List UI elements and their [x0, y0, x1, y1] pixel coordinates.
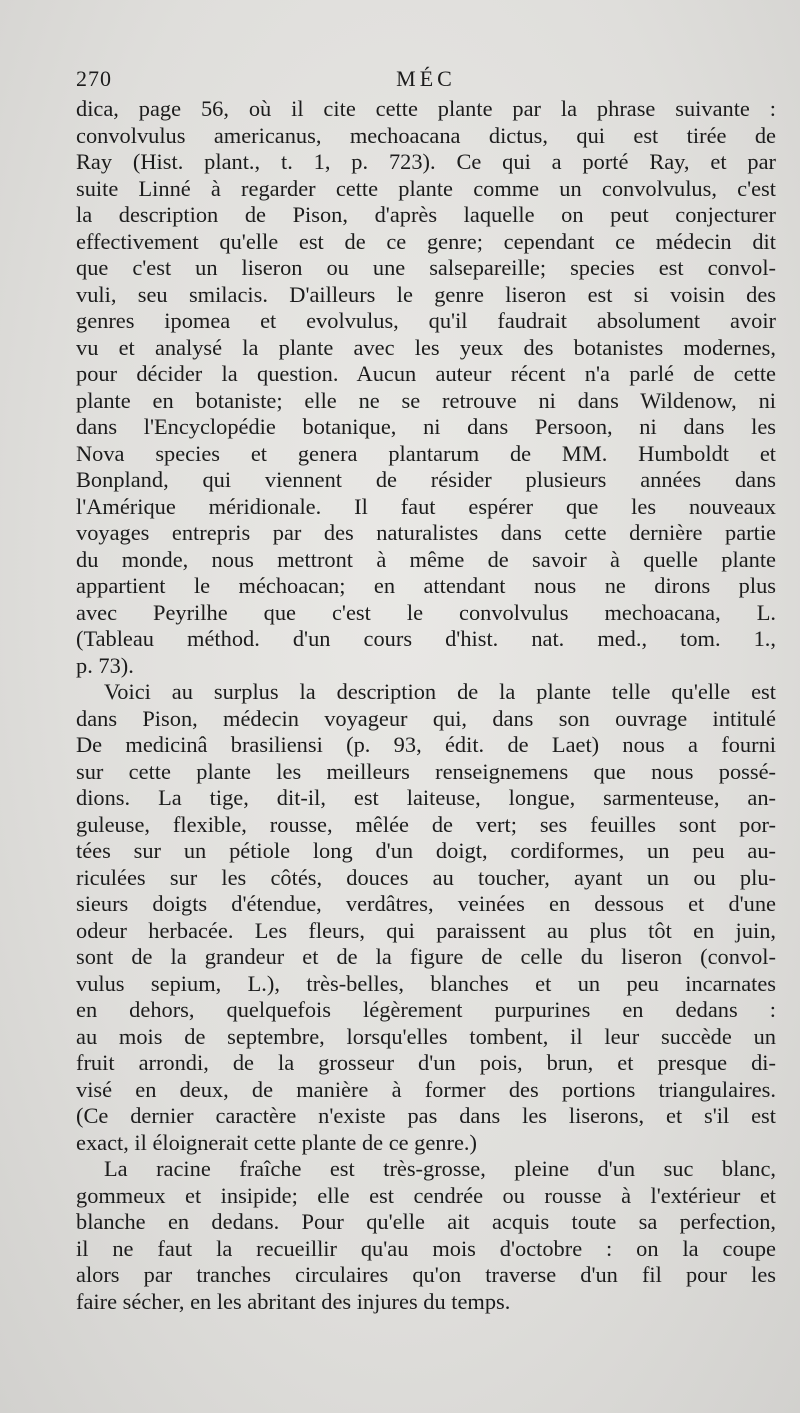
- text-line: p. 73).: [76, 652, 134, 678]
- body-text: [76, 96, 776, 1315]
- text-line: (Ce dernier caractère n'existe pas dans les liserons, et s'il est: [76, 1103, 776, 1128]
- text-line: suite Linné à regarder cette plante comme un convolvulus, c'est: [76, 175, 776, 201]
- text-line: voyages entrepris par des naturalistes dans cette dernière partie: [76, 520, 776, 545]
- text-line: dans l'Encyclopédie botanique, ni dans Persoon, ni dans les: [76, 414, 776, 439]
- text-line: riculées sur les côtés, douces au toucher, ayant un ou plu-: [76, 864, 776, 890]
- text-line: sont de la grandeur et de la figure de celle du liseron (convol-: [76, 944, 776, 969]
- text-line: odeur herbacée. Les fleurs, qui paraissent au plus tôt en juin,: [76, 917, 776, 943]
- text-line: sieurs doigts d'étendue, verdâtres, veinées en dessous et d'une: [76, 891, 776, 916]
- text-line: Ray (Hist. plant., t. 1, p. 723). Ce qui a porté Ray, et par: [76, 149, 776, 174]
- text-line: visé en deux, de manière à former des portions triangulaires.: [76, 1076, 776, 1102]
- text-line: fruit arrondi, de la grosseur d'un pois, brun, et presque di-: [76, 1050, 776, 1075]
- text-line: la description de Pison, d'après laquelle on peut conjecturer: [76, 202, 776, 227]
- text-line: guleuse, flexible, rousse, mêlée de vert; ses feuilles sont por-: [76, 811, 776, 837]
- text-line: blanche en dedans. Pour qu'elle ait acquis toute sa perfection,: [76, 1209, 776, 1234]
- text-line: vuli, seu smilacis. D'ailleurs le genre liseron est si voisin des: [76, 281, 776, 307]
- text-line: faire sécher, en les abritant des injures du temps.: [76, 1288, 511, 1314]
- text-line: avec Peyrilhe que c'est le convolvulus mechoacana, L.: [76, 599, 776, 625]
- text-line: dions. La tige, dit-il, est laiteuse, longue, sarmenteuse, an-: [76, 785, 776, 810]
- text-line: Nova species et genera plantarum de MM. Humboldt et: [76, 440, 776, 466]
- page-number: 270: [76, 66, 112, 91]
- text-line: vu et analysé la plante avec les yeux des botanistes modernes,: [76, 334, 776, 360]
- page-header: [76, 66, 776, 96]
- text-line: exact, il éloignerait cette plante de ce genre.): [76, 1129, 477, 1155]
- text-line: (Tableau méthod. d'un cours d'hist. nat. med., tom. 1.,: [76, 626, 776, 651]
- text-line: au mois de septembre, lorsqu'elles tombent, il leur succède un: [76, 1023, 776, 1049]
- text-line: du monde, nous mettront à même de savoir à quelle plante: [76, 546, 776, 572]
- running-head: MÉC: [396, 66, 456, 91]
- text-line: Bonpland, qui viennent de résider plusieurs années dans: [76, 467, 776, 492]
- text-line: dica, page 56, où il cite cette plante par la phrase suivante :: [76, 96, 776, 121]
- text-line: tées sur un pétiole long d'un doigt, cordiformes, un peu au-: [76, 838, 776, 863]
- text-line: vulus sepium, L.), très-belles, blanches et un peu incarnates: [76, 970, 776, 996]
- text-line: que c'est un liseron ou une salsepareille; species est convol-: [76, 255, 776, 280]
- text-line: dans Pison, médecin voyageur qui, dans son ouvrage intitulé: [76, 705, 776, 731]
- text-line: La racine fraîche est très-grosse, pleine d'un suc blanc,: [104, 1156, 776, 1181]
- text-line: plante en botaniste; elle ne se retrouve ni dans Wildenow, ni: [76, 387, 776, 413]
- text-line: l'Amérique méridionale. Il faut espérer que les nouveaux: [76, 493, 776, 519]
- text-line: gommeux et insipide; elle est cendrée ou rousse à l'extérieur et: [76, 1182, 776, 1208]
- text-line: De medicinâ brasiliensi (p. 93, édit. de Laet) nous a fourni: [76, 732, 776, 757]
- text-line: il ne faut la recueillir qu'au mois d'octobre : on la coupe: [76, 1235, 776, 1261]
- text-line: genres ipomea et evolvulus, qu'il faudrait absolument avoir: [76, 308, 776, 333]
- text-line: alors par tranches circulaires qu'on traverse d'un fil pour les: [76, 1262, 776, 1287]
- text-line: Voici au surplus la description de la plante telle qu'elle est: [104, 679, 776, 704]
- text-line: pour décider la question. Aucun auteur récent n'a parlé de cette: [76, 361, 776, 386]
- text-line: sur cette plante les meilleurs renseignemens que nous possé-: [76, 758, 776, 784]
- text-line: en dehors, quelquefois légèrement purpurines en dedans :: [76, 997, 776, 1022]
- text-line: effectivement qu'elle est de ce genre; cependant ce médecin dit: [76, 228, 776, 254]
- text-line: convolvulus americanus, mechoacana dictus, qui est tirée de: [76, 122, 776, 148]
- text-line: appartient le méchoacan; en attendant nous ne dirons plus: [76, 573, 776, 598]
